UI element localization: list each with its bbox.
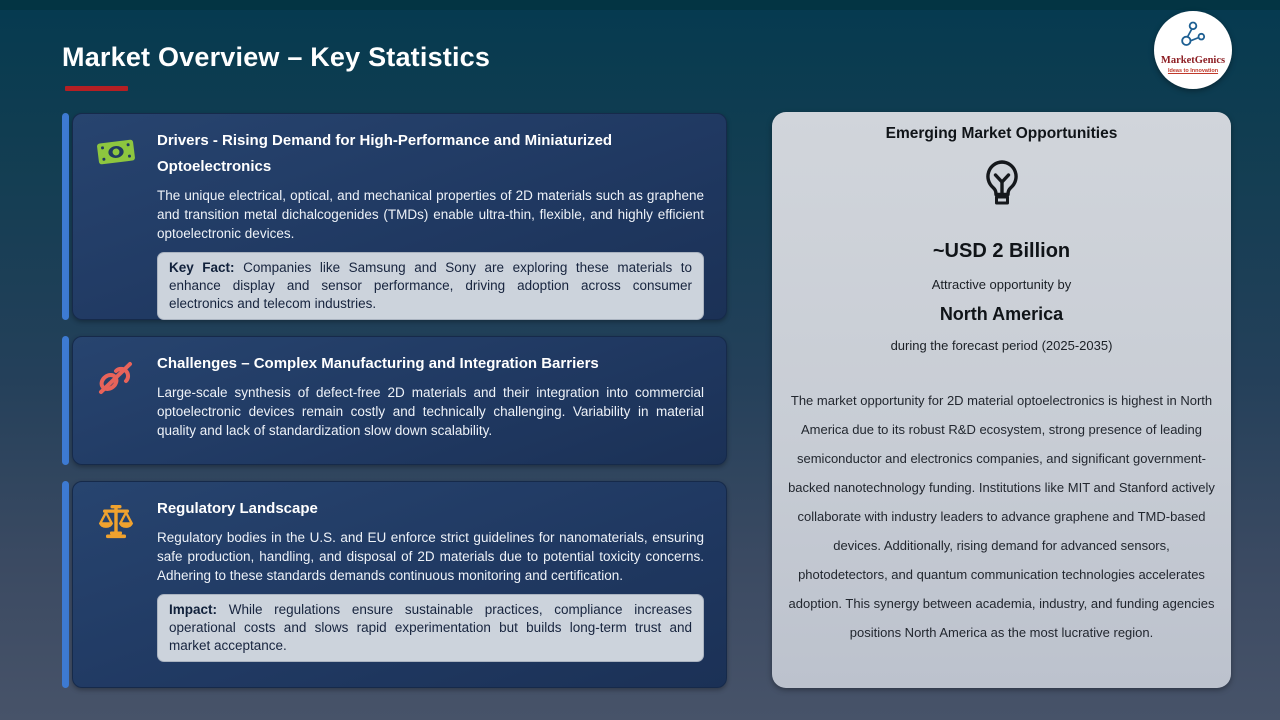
callout-text: Companies like Samsung and Sony are exploring these materials to enhance display and sensor performance, driving adoption across consumer electronics and telecom industries. — [169, 260, 692, 311]
drivers-card — [62, 113, 727, 320]
lightbulb-icon — [788, 158, 1215, 217]
title-underline — [65, 86, 128, 91]
logo-name: MarketGenics — [1160, 55, 1226, 66]
emerging-opportunities-panel — [772, 112, 1231, 688]
regulatory-text — [157, 496, 704, 675]
money-icon — [95, 128, 141, 307]
panel-heading: Emerging Market Opportunities — [885, 125, 1118, 142]
card-title: Challenges – Complex Manufacturing and Integration Barriers — [157, 355, 599, 372]
card-body-text: The unique electrical, optical, and mechanical properties of 2D materials such as graphene and transition metal dichalcogenides (TMDs) enable ultra-thin, flexible, and highly efficient optoelectronic devices. — [157, 188, 704, 241]
regulatory-card-body — [72, 481, 727, 688]
card-title: Drivers - Rising Demand for High-Performance and Miniaturized Optoelectronics — [157, 132, 613, 175]
molecule-icon — [1176, 20, 1210, 55]
card-body-text: Large-scale synthesis of defect-free 2D materials and their integration into commercial optoelectronic devices remain costly and technically challenging. Variability in material quality and lack of standardization slow down scalability. — [157, 385, 704, 438]
broken-link-icon — [95, 351, 141, 452]
drivers-text — [157, 128, 704, 311]
callout-label: Key Fact: — [169, 260, 235, 275]
challenges-card-body — [72, 336, 727, 465]
impact-callout — [157, 594, 704, 662]
opportunity-period: during the forecast period (2025-2035) — [890, 338, 1113, 353]
key-fact-callout — [157, 252, 704, 320]
opportunity-region: North America — [939, 304, 1064, 324]
callout-text: While regulations ensure sustainable practices, compliance increases operational costs and slows rapid experimentation but builds long-term trust and market acceptance. — [169, 602, 692, 653]
callout-label: Impact: — [169, 602, 218, 617]
page-title: Market Overview – Key Statistics — [62, 42, 491, 72]
key-statistics-cards — [62, 113, 727, 688]
challenges-text — [157, 351, 704, 452]
card-title: Regulatory Landscape — [157, 500, 318, 517]
marketgenics-logo — [1154, 11, 1232, 89]
opportunity-caption: Attractive opportunity by — [931, 277, 1072, 292]
regulatory-card — [62, 481, 727, 688]
card-body-text: Regulatory bodies in the U.S. and EU enforce strict guidelines for nanomaterials, ensuring safe production, handling, and disposal of 2D materials due to potential toxicity concerns. Adhering to these standards demands continuous monitoring and certification. — [157, 530, 704, 583]
card-accent-bar — [62, 481, 69, 688]
opportunity-value: ~USD 2 Billion — [932, 240, 1071, 262]
card-accent-bar — [62, 113, 69, 320]
scales-icon — [95, 496, 141, 675]
challenges-card — [62, 336, 727, 465]
opportunity-description: The market opportunity for 2D material optoelectronics is highest in North America due to its robust R&D ecosystem, strong presence of leading semiconductor and electronics companies, and significant government-backed nanotechnology funding. Institutions like MIT and Stanford actively collaborate with industry leaders to advance graphene and TMD-based devices. Additionally, rising demand for advanced sensors, photodetectors, and quantum communication technologies accelerates adoption. This synergy between academia, industry, and funding agencies positions North America as the most lucrative region. — [788, 393, 1215, 640]
card-accent-bar — [62, 336, 69, 465]
top-strip — [0, 0, 1280, 10]
logo-tagline: Ideas to Innovation — [1167, 67, 1219, 74]
drivers-card-body — [72, 113, 727, 320]
